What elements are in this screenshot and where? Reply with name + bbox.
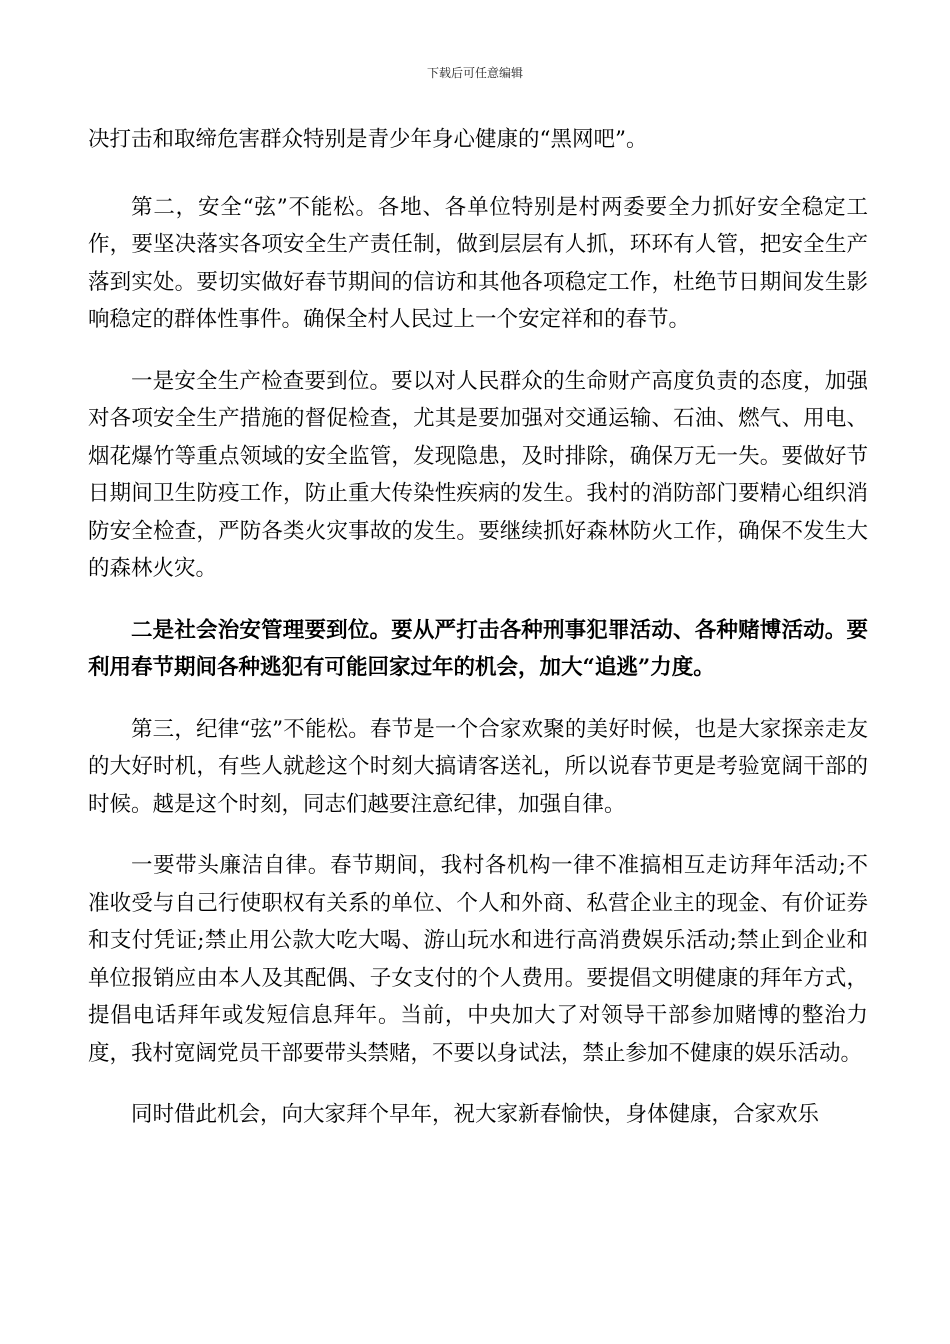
paragraph-continuation: 决打击和取缔危害群众特别是青少年身心健康的“黑网吧”。 [88,127,648,152]
paragraph-discipline: 第三，纪律“弦”不能松。春节是一个合家欢聚的美好时候，也是大家探亲走友的大好时机，有些人就趁这个时刻大搞请客送礼，所以说春节更是考验宽阔干部的时候。越是这个时刻，同志们越要注意纪律，加强自律。 [88,716,868,817]
paragraph-integrity: 一要带头廉洁自律。春节期间，我村各机构一律不准搞相互走访拜年活动;不准收受与自己行使职权有关系的单位、个人和外商、私营企业主的现金、有价证券和支付凭证;禁止用公款大吃大喝、游山玩水和进行高消费娱乐活动;禁止到企业和单位报销应由本人及其配偶、子女支付的个人费用。要提倡文明健康的拜年方式，提倡电话拜年或发短信息拜年。当前，中央加大了对领导干部参加赌博的整治力度，我村宽阔党员干部要带头禁赌，不要以身试法，禁止参加不健康的娱乐活动。 [88,853,868,1066]
page-header: 下载后可任意编辑 [426,66,523,80]
paragraph-production-safety: 一是安全生产检查要到位。要以对人民群众的生命财产高度负责的态度，加强对各项安全生产措施的督促检查，尤其是要加强对交通运输、石油、燃气、用电、烟花爆竹等重点领域的安全监管，发现隐患，及时排除，确保万无一失。要做好节日期间卫生防疫工作，防止重大传染性疾病的发生。我村的消防部门要精心组织消防安全检查，严防各类火灾事故的发生。要继续抓好森林防火工作，确保不发生大的森林火灾。 [88,368,868,581]
paragraph-new-year-greeting: 同时借此机会，向大家拜个早年，祝大家新春愉快，身体健康，合家欢乐 [131,1102,820,1127]
paragraph-security: 第二，安全“弦”不能松。各地、各单位特别是村两委要全力抓好安全稳定工作，要坚决落实各项安全生产责任制，做到层层有人抓，环环有人管，把安全生产落到实处。要切实做好春节期间的信访和其他各项稳定工作，杜绝节日期间发生影响稳定的群体性事件。确保全村人民过上一个安定祥和的春节。 [88,194,868,332]
document-body [88,121,868,1158]
paragraph-public-order: 二是社会治安管理要到位。要从严打击各种刑事犯罪活动、各种赌博活动。要利用春节期间各种逃犯有可能回家过年的机会，加大“追逃”力度。 [88,617,868,680]
